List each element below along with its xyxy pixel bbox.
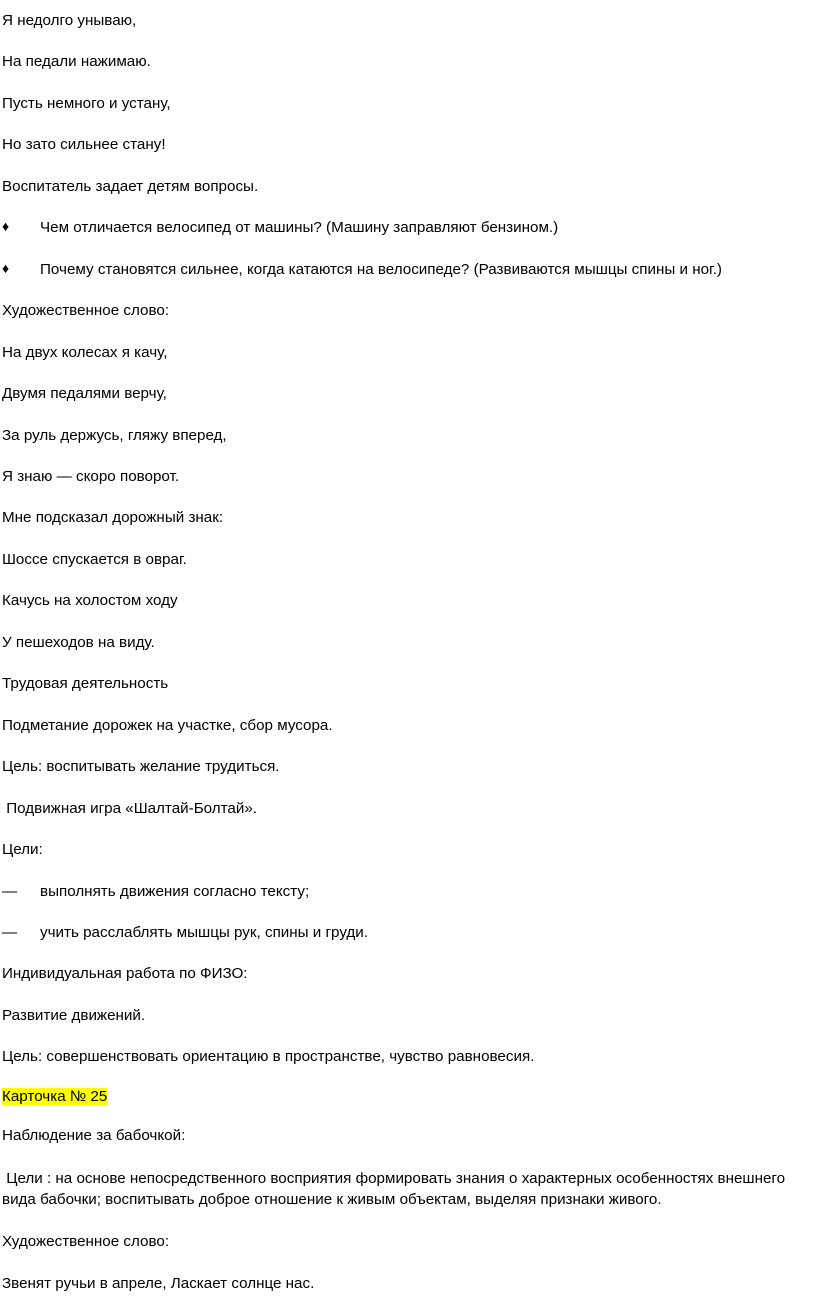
card-number-label: Карточка № 25: [2, 1087, 108, 1105]
paragraph-text: За руль держусь, гляжу вперед,: [2, 426, 227, 444]
list-item-text: Почему становятся сильнее, когда катаются на велосипеде? (Развиваются мышцы спины и ног.): [40, 260, 722, 278]
paragraph-text: Индивидуальная работа по ФИЗО:: [2, 965, 248, 983]
highlighted-heading: [2, 1078, 814, 1115]
paragraph-block: [2, 1115, 814, 1156]
list-item-text: учить расслаблять мышцы рук, спины и груди.: [40, 923, 368, 941]
document-body: [2, 0, 814, 1304]
paragraph-block: [2, 1157, 814, 1222]
paragraph-block: [2, 124, 814, 165]
list-item: [2, 207, 814, 248]
paragraph-block: [2, 332, 814, 373]
paragraph-block: [2, 622, 814, 663]
paragraph-text: Художественное слово:: [2, 302, 170, 320]
paragraph-text: Но зато сильнее стану!: [2, 136, 166, 154]
paragraph-block: [2, 746, 814, 787]
paragraph-text: На двух колесах я качу,: [2, 343, 168, 361]
paragraph-block: [2, 166, 814, 207]
paragraph-text: Художественное слово:: [2, 1233, 170, 1251]
paragraph-block: [2, 663, 814, 704]
list-item: [2, 249, 814, 290]
paragraph-block: [2, 995, 814, 1036]
paragraph-text: На педали нажимаю.: [2, 53, 151, 71]
paragraph-text: Двумя педалями верчу,: [2, 385, 167, 403]
paragraph-block: [2, 829, 814, 870]
paragraph-block: [2, 497, 814, 538]
list-item: [2, 871, 814, 912]
paragraph-text: У пешеходов на виду.: [2, 633, 155, 651]
paragraph-block: [2, 415, 814, 456]
paragraph-text: Развитие движений.: [2, 1006, 146, 1024]
paragraph-block: [2, 1036, 814, 1077]
paragraph-text: Мне подсказал дорожный знак:: [2, 509, 224, 527]
paragraph-block: [2, 0, 814, 41]
paragraph-block: [2, 83, 814, 124]
paragraph-block: [2, 953, 814, 994]
paragraph-text: Цели : на основе непосредственного восприятия формировать знания о характерных особенностях внешнего вида бабочки; воспитывать доброе отношение к живым объектам, выделяя признаки живого.: [2, 1169, 790, 1208]
paragraph-block: [2, 1263, 814, 1304]
paragraph-block: [2, 705, 814, 746]
paragraph-block: [2, 580, 814, 621]
diamond-bullet-icon: ♦: [2, 259, 10, 276]
paragraph-block: [2, 290, 814, 331]
paragraph-text: Я недолго унываю,: [2, 12, 137, 29]
dash-bullet-icon: —: [2, 882, 18, 900]
paragraph-block: [2, 1221, 814, 1262]
paragraph-block: [2, 373, 814, 414]
paragraph-text: Цели:: [2, 841, 43, 859]
paragraph-text: Пусть немного и устану,: [2, 94, 171, 112]
paragraph-text: Шоссе спускается в овраг.: [2, 550, 187, 568]
paragraph-text: Подметание дорожек на участке, сбор мусора.: [2, 716, 333, 734]
paragraph-block: [2, 539, 814, 580]
list-item: [2, 912, 814, 953]
paragraph-block: [2, 41, 814, 82]
paragraph-text: Цель: воспитывать желание трудиться.: [2, 758, 280, 776]
paragraph-block: [2, 456, 814, 497]
list-item-text: выполнять движения согласно тексту;: [40, 882, 310, 900]
paragraph-text: Воспитатель задает детям вопросы.: [2, 177, 259, 195]
paragraph-text: Цель: совершенствовать ориентацию в пространстве, чувство равновесия.: [2, 1048, 535, 1066]
paragraph-text: Подвижная игра «Шалтай-Болтай».: [2, 799, 258, 817]
paragraph-block: [2, 788, 814, 829]
paragraph-text: Трудовая деятельность: [2, 675, 169, 693]
paragraph-text: Я знаю — скоро поворот.: [2, 467, 180, 485]
paragraph-text: Звенят ручьи в апреле, Ласкает солнце нас.: [2, 1274, 315, 1292]
paragraph-text: Качусь на холостом ходу: [2, 592, 178, 610]
list-item-text: Чем отличается велосипед от машины? (Машину заправляют бензином.): [40, 219, 559, 237]
paragraph-text: Наблюдение за бабочкой:: [2, 1127, 186, 1145]
dash-bullet-icon: —: [2, 923, 18, 941]
diamond-bullet-icon: ♦: [2, 218, 10, 235]
